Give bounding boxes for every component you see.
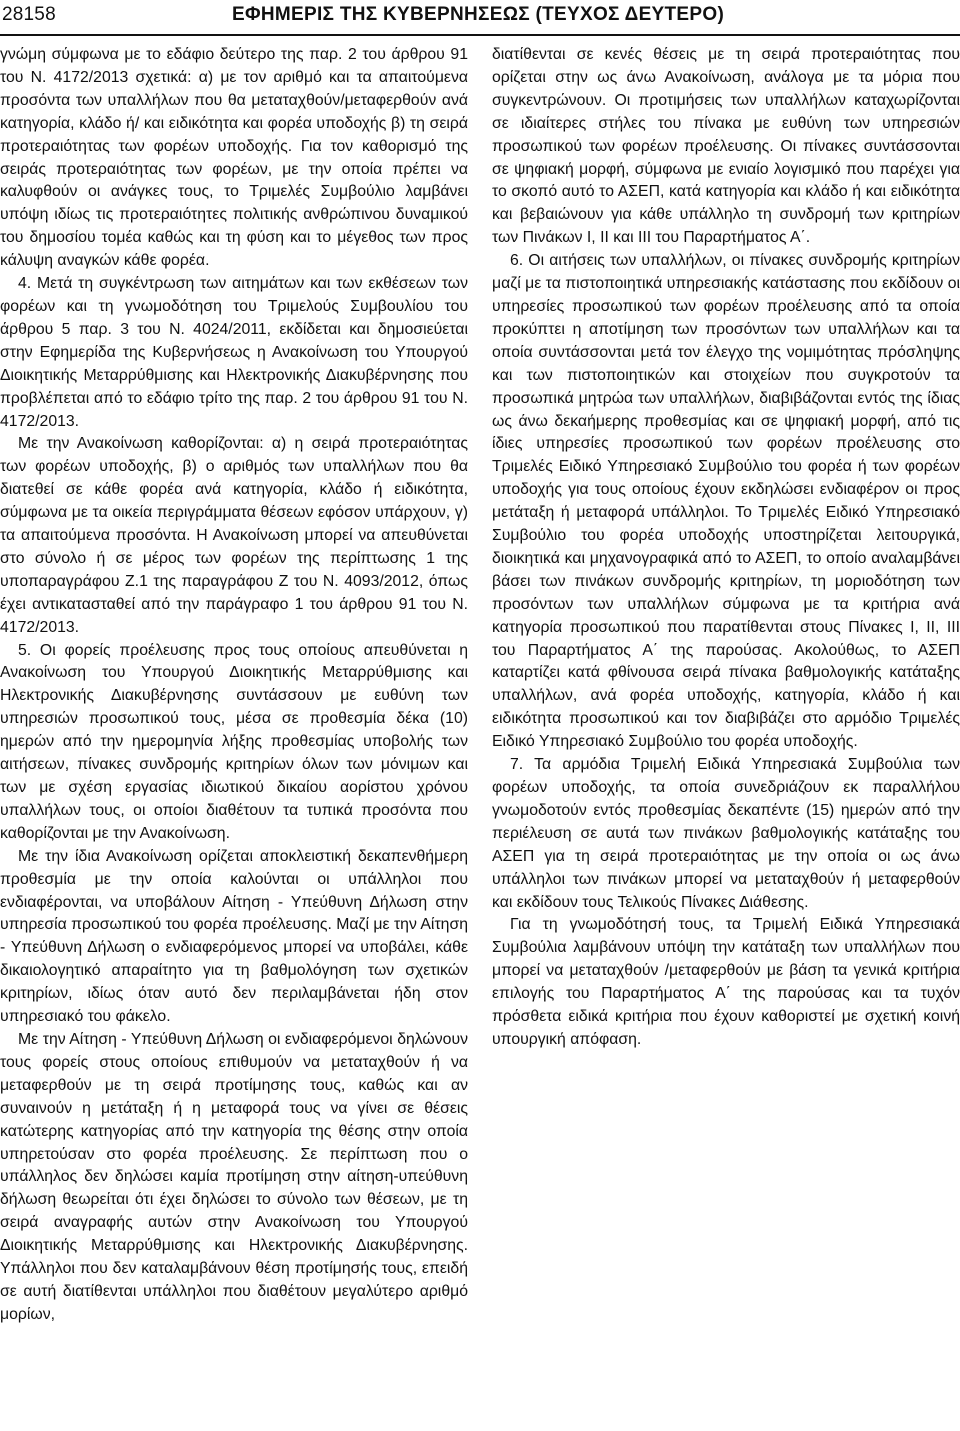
paragraph: Για τη γνωμοδότησή τους, τα Τριμελή Ειδικά Υπηρεσιακά Συμβούλια λαμβάνουν υπόψη την κατάταξη των υπαλλήλων που μπορεί να μεταταχθούν /μεταφερθούν με βάση τα γενικά κριτήρια επιλογής του Παραρτήματος Α΄ της παρούσας και τα τυχόν πρόσθετα ειδικά κριτήρια που έχουν καθοριστεί με σχετική κοινή υπουργική απόφαση.	[492, 916, 960, 1048]
paragraph: διατίθενται σε κενές θέσεις με τη σειρά προτεραιότητας που ορίζεται στην ως άνω Ανακοίνωση, ανάλογα με τα μόρια που συγκεντρώνουν. Οι προτιμήσεις των υπαλλήλων καταχωρίζονται σε ιδιαίτερες στήλες του πίνακα με ευθύνη των υπηρεσιών προσωπικού των φορέων προέλευσης. Οι πίνακες συντάσσονται σε ψηφιακή μορφή, σύμφωνα με ενιαίο λογισμικό που παρέχει για το σκοπό αυτό το ΑΣΕΠ, κατά κατηγορία και κλάδο ή και ειδικότητα και βεβαιώνουν για κάθε υπάλληλο τη συνδρομή των κριτηρίων των Πινάκων Ι, ΙΙ και ΙΙΙ του Παραρτήματος Α΄.	[492, 46, 960, 247]
right-column	[492, 44, 960, 1052]
header-rule	[0, 34, 960, 36]
paragraph: 5. Οι φορείς προέλευσης προς τους οποίους απευθύνεται η Ανακοίνωση του Υπουργού Διοικητικής Μεταρρύθμισης και Ηλεκτρονικής Διακυβέρνησης συντάσσουν με ευθύνη των υπηρεσιών προσωπικού τους, μέσα σε προθεσμία δέκα (10) ημερών από την ημερομηνία λήξης προθεσμίας υποβολής των αιτήσεων, πίνακες συνδρομής κριτηρίων όλων των μόνιμων και των με σχέση εργασίας ιδιωτικού δικαίου αορίστου χρόνου υπαλλήλων τους, οι οποίοι διαθέτουν τα τυπικά προσόντα που καθορίζονται με την Ανακοίνωση.	[0, 641, 468, 842]
paragraph: 4. Μετά τη συγκέντρωση των αιτημάτων και των εκθέσεων των φορέων και τη γνωμοδότηση του Τριμελούς Συμβουλίου του άρθρου 5 παρ. 3 του Ν. 4024/2011, εκδίδεται και δημοσιεύεται στην Εφημερίδα της Κυβερνήσεως η Ανακοίνωση του Υπουργού Διοικητικής Μεταρρύθμισης και Ηλεκτρονικής Διακυβέρνησης που προβλέπεται από το εδάφιο τρίτο της παρ. 2 του άρθρου 91 του Ν. 4172/2013.	[0, 275, 468, 430]
paragraph: 7. Τα αρμόδια Τριμελή Ειδικά Υπηρεσιακά Συμβούλια των φορέων υποδοχής, τα οποία συνεδριάζουν εκ παραλλήλου γνωμοδοτούν εντός προθεσμίας δεκαπέντε (15) ημερών από την περιέλευση σε αυτά των πινάκων βαθμολογικής κατάταξης του ΑΣΕΠ για τη σειρά προτεραιότητας με την οποία οι ως άνω υπάλληλοι των πινάκων μπορεί να μεταταχθούν ή μεταφερθούν και εκδίδουν τους Τελικούς Πίνακες Διάθεσης.	[492, 756, 960, 911]
paragraph: 6. Οι αιτήσεις των υπαλλήλων, οι πίνακες συνδρομής κριτηρίων μαζί με τα πιστοποιητικά υπηρεσιακής κατάστασης που εκδίδουν οι υπηρεσίες προσωπικού των φορέων προέλευσης από τα οποία προκύπτει η αποτίμηση των προσόντων των υπαλλήλων και τα οποία συντάσσονται μετά τον έλεγχο της νομιμότητας πρόσληψης και των πιστοποιητικών και στοιχείων που συγκροτούν τα προσωπικά μητρώα των υπαλλήλων, διαβιβάζονται εντός της ίδιας ως άνω δεκαήμερης προθεσμίας και σε ψηφιακή μορφή, από τις ίδιες υπηρεσίες προσωπικού των φορέων προέλευσης στο Τριμελές Ειδικό Υπηρεσιακό Συμβούλιο του φορέα ή των φορέων υποδοχής για τους οποίους έχουν εκδηλώσει ενδιαφέρον οι προς μετάταξη ή μεταφορά υπάλληλοι. Το Τριμελές Ειδικό Υπηρεσιακό Συμβούλιο του φορέα υποδοχής υποστηρίζεται λειτουργικά, διοικητικά και μηχανογραφικά από το ΑΣΕΠ, το οποίο αναλαμβάνει βάσει των πινάκων συνδρομής κριτηρίων, τη μοριοδότηση των προσόντων των υπαλλήλων σύμφωνα με τα κριτήρια ανά κατηγορία προσωπικού που παρατίθενται στους Πίνακες Ι, ΙΙ, ΙΙΙ του Παραρτήματος Α΄ της παρούσας. Ακολούθως, το ΑΣΕΠ καταρτίζει κατά φθίνουσα σειρά πίνακα βαθμολογικής κατάταξης υπαλλήλων, ανά φορέα υποδοχής, κατηγορία, κλάδο ή και ειδικότητα προσωπικού και τον διαβιβάζει στο αρμόδιο Τριμελές Ειδικό Υπηρεσιακό Συμβούλιο του φορέα υποδοχής.	[492, 252, 960, 751]
paragraph: Με την Αίτηση - Υπεύθυνη Δήλωση οι ενδιαφερόμενοι δηλώνουν τους φορείς στους οποίους επιθυμούν να μεταταχθούν ή να μεταφερθούν με τη σειρά προτίμησης τους, καθώς και αν συναινούν η μετάταξη ή η μεταφορά τους να γίνει σε θέσεις κατώτερης κατηγορίας από την κατηγορία της θέσης στην οποία υπηρετούσαν στο φορέα προέλευσης. Σε περίπτωση που ο υπάλληλος δεν δηλώσει καμία προτίμηση στην αίτηση-υπεύθυνη δήλωση θεωρείται ότι έχει δηλώσει το σύνολο των θέσεων, με τη σειρά αναγραφής αυτών στην Ανακοίνωση του Υπουργού Διοικητικής Μεταρρύθμισης και Ηλεκτρονικής Διακυβέρνησης. Υπάλληλοι που δεν καταλαμβάνουν θέση προτίμησής τους, επειδή σε αυτή διατίθενται υπάλληλοι που διαθέτουν μεγαλύτερο αριθμό μορίων,	[0, 1030, 468, 1323]
paragraph: Με την Ανακοίνωση καθορίζονται: α) η σειρά προτεραιότητας των φορέων υποδοχής, β) ο αριθμός των υπαλλήλων που θα διατεθεί σε κάθε φορέα ανά κατηγορία, κλάδο ή ειδικότητα, σύμφωνα με τα οικεία περιγράμματα θέσεων εφόσον υπάρχουν, γ) τα απαιτούμενα προσόντα. Η Ανακοίνωση μπορεί να απευθύνεται στο σύνολο ή σε μέρος των φορέων της περίπτωσης 1 της υποπαραγράφου Ζ.1 της παραγράφου Ζ του Ν. 4093/2012, όπως έχει αντικατασταθεί από την παράγραφο 1 του άρθρου 91 του Ν. 4172/2013.	[0, 435, 468, 636]
paragraph: γνώμη σύμφωνα με το εδάφιο δεύτερο της παρ. 2 του άρθρου 91 του Ν. 4172/2013 σχετικά: α) με τον αριθμό και τα απαιτούμενα προσόντα των υπαλλήλων που θα μεταταχθούν/μεταφερθούν ανά κατηγορία, κλάδο ή/ και ειδικότητα και φορέα υποδοχής β) τη σειρά προτεραιότητας των φορέων υποδοχής. Για τον καθορισμό της σειράς προτεραιότητας των φορέων, με την οποία πρέπει να καλυφθούν οι ανάγκες τους, το Τριμελές Συμβούλιο λαμβάνει υπόψη ιδίως τις προτεραιότητες πολιτικής ανθρώπινου δυναμικού του δημοσίου τομέα καθώς και τη φύση και το μέγεθος των προς κάλυψη αναγκών κάθε φορέα.	[0, 46, 468, 270]
page-number: 28158	[2, 4, 56, 25]
left-column	[0, 44, 468, 1327]
paragraph: Με την ίδια Ανακοίνωση ορίζεται αποκλειστική δεκαπενθήμερη προθεσμία με την οποία καλούνται οι υπάλληλοι που ενδιαφέρονται, να υποβάλουν Αίτηση - Υπεύθυνη Δήλωση στην υπηρεσία προσωπικού του φορέα προέλευσης. Μαζί με την Αίτηση - Υπεύθυνη Δήλωση ο ενδιαφερόμενος μπορεί να υποβάλει, κάθε δικαιολογητικό απαραίτητο για τη βαθμολόγηση των σχετικών κριτηρίων, ιδίως όταν αυτό δεν περιλαμβάνεται ήδη στον υπηρεσιακό του φάκελο.	[0, 847, 468, 1026]
page-header	[0, 0, 960, 36]
gazette-title: ΕΦΗΜΕΡΙΣ ΤΗΣ ΚΥΒΕΡΝΗΣΕΩΣ (ΤΕΥΧΟΣ ΔΕΥΤΕΡΟ)	[232, 4, 725, 25]
